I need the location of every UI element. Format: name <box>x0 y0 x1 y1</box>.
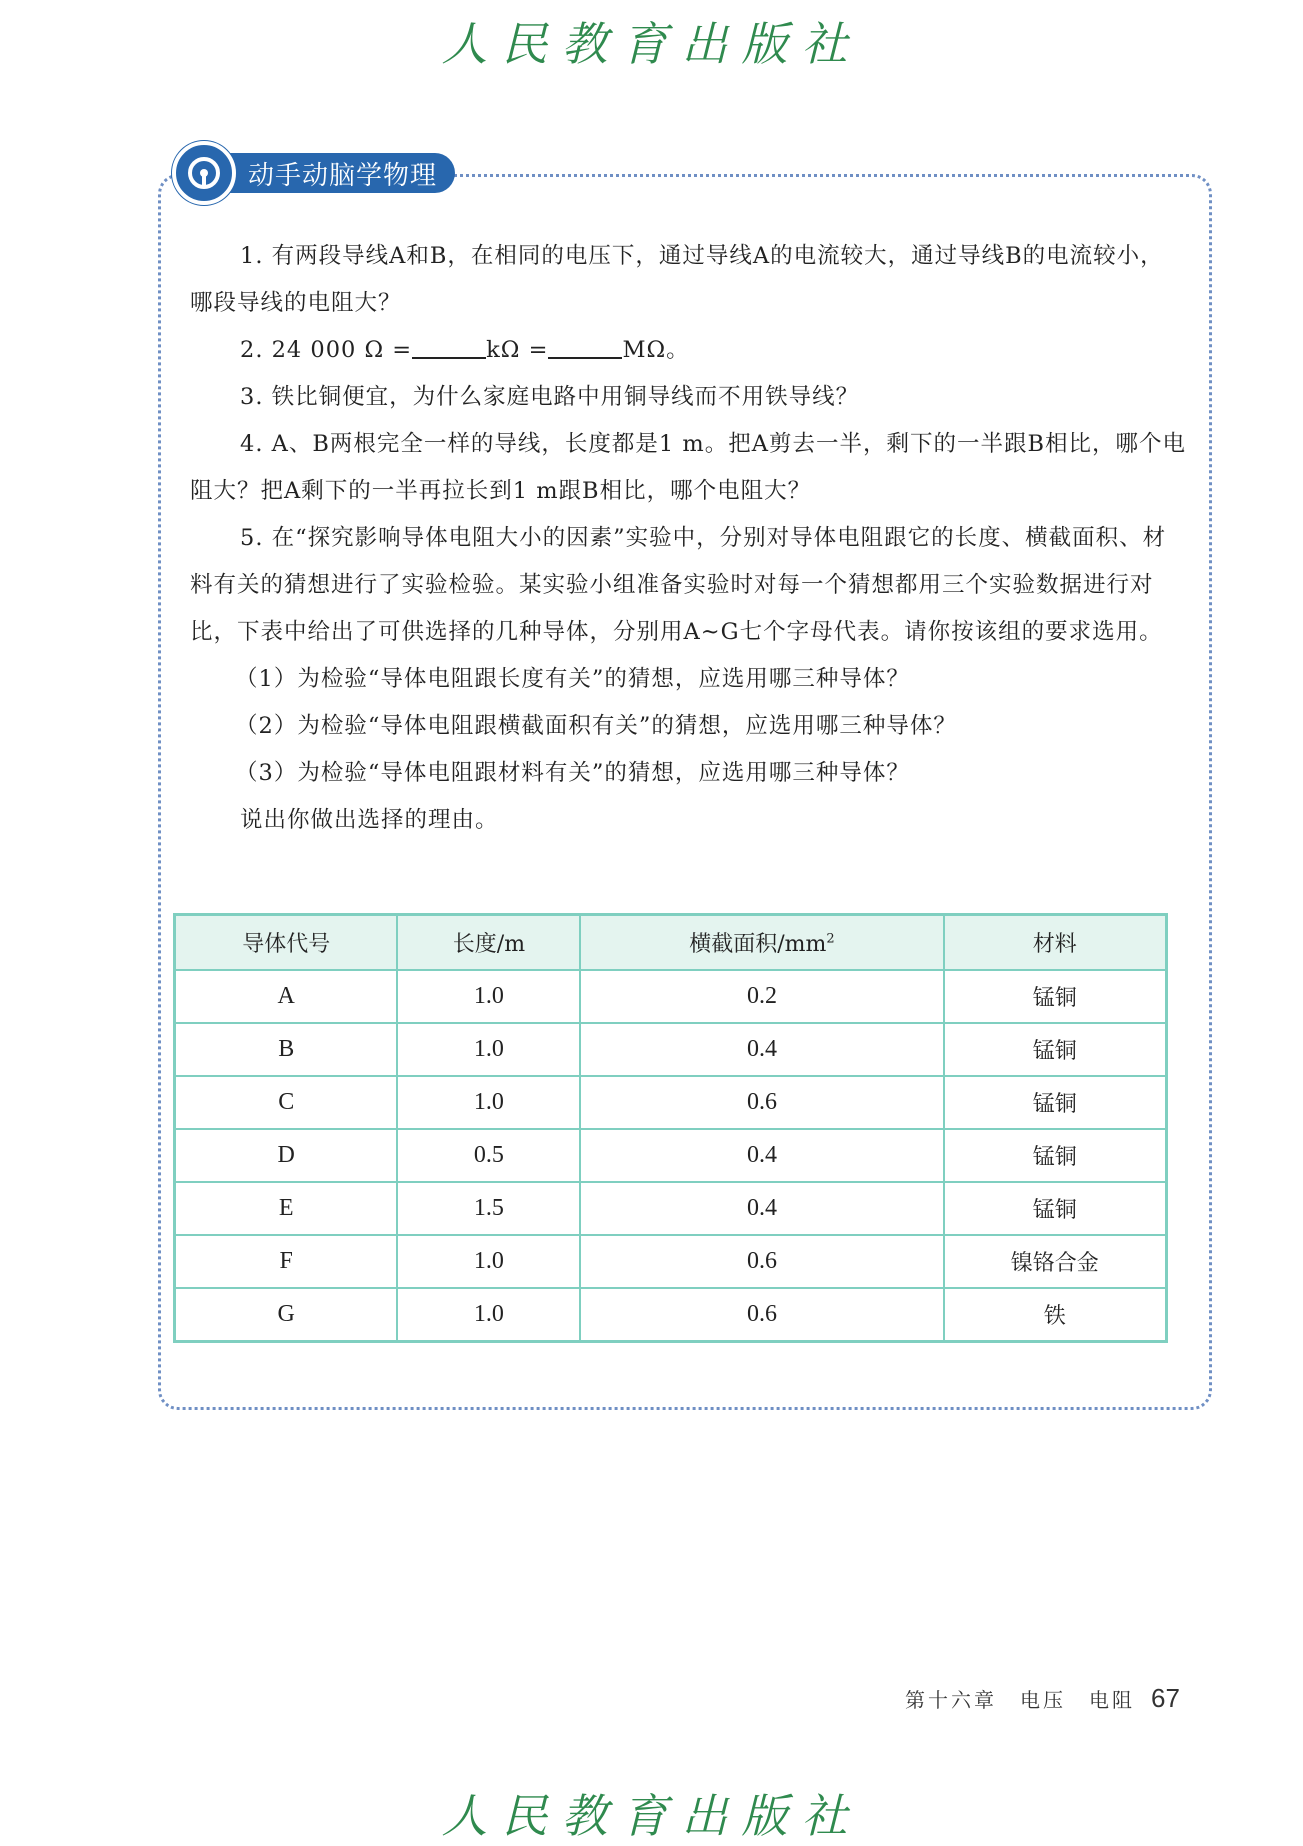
cell-material: 锰铜 <box>944 970 1167 1023</box>
cell-code: C <box>175 1076 398 1129</box>
cell-code: A <box>175 970 398 1023</box>
cell-code: B <box>175 1023 398 1076</box>
publisher-watermark-bottom: 人民教育出版社 <box>441 1789 862 1843</box>
cell-length: 1.0 <box>397 1076 580 1129</box>
table-row <box>175 1129 1167 1182</box>
cell-area: 0.4 <box>580 1023 943 1076</box>
cell-material: 锰铜 <box>944 1182 1167 1235</box>
question-2-mid: kΩ = <box>486 337 549 363</box>
table-row <box>175 1288 1167 1342</box>
question-5: 5. 在“探究影响导体电阻大小的因素”实验中，分别对导体电阻跟它的长度、横截面积、材料有关的猜想进行了实验检验。某实验小组准备实验时对每一个猜想都用三个实验数据进行对比，下表中给出了可供选择的几种导体，分别用A~G七个字母代表。请你按该组的要求选用。 <box>190 525 1167 645</box>
cell-area: 0.6 <box>580 1076 943 1129</box>
section-title: 动手动脑学物理 <box>218 153 455 193</box>
table-row <box>175 1182 1167 1235</box>
header-code: 导体代号 <box>175 915 398 971</box>
answer-blank-kohm[interactable] <box>412 331 486 359</box>
cell-length: 1.0 <box>397 1288 580 1342</box>
header-area <box>580 915 943 971</box>
answer-blank-mohm[interactable] <box>548 331 622 359</box>
question-list <box>190 233 1186 844</box>
cell-length: 0.5 <box>397 1129 580 1182</box>
cell-code: F <box>175 1235 398 1288</box>
cell-area: 0.6 <box>580 1288 943 1342</box>
pen-nib-icon <box>172 141 236 205</box>
question-5-part-1: （1）为检验“导体电阻跟长度有关”的猜想，应选用哪三种导体？ <box>235 666 910 692</box>
page-footer <box>905 1683 1180 1714</box>
cell-length: 1.0 <box>397 1235 580 1288</box>
cell-area: 0.4 <box>580 1182 943 1235</box>
cell-length: 1.0 <box>397 1023 580 1076</box>
question-1: 1. 有两段导线A和B，在相同的电压下，通过导线A的电流较大，通过导线B的电流较小，哪段导线的电阻大？ <box>190 243 1164 316</box>
page-number: 67 <box>1151 1683 1180 1713</box>
question-2 <box>190 327 1186 374</box>
header-material: 材料 <box>944 915 1167 971</box>
table-row <box>175 1023 1167 1076</box>
question-4: 4. A、B两根完全一样的导线，长度都是1 m。把A剪去一半，剩下的一半跟B相比，哪个电阻大？把A剩下的一半再拉长到1 m跟B相比，哪个电阻大？ <box>190 431 1186 504</box>
question-3: 3. 铁比铜便宜，为什么家庭电路中用铜导线而不用铁导线？ <box>240 384 860 410</box>
cell-length: 1.0 <box>397 970 580 1023</box>
cell-material: 锰铜 <box>944 1023 1167 1076</box>
cell-area: 0.6 <box>580 1235 943 1288</box>
cell-length: 1.5 <box>397 1182 580 1235</box>
question-5-part-3: （3）为检验“导体电阻跟材料有关”的猜想，应选用哪三种导体？ <box>235 760 910 786</box>
cell-material: 锰铜 <box>944 1076 1167 1129</box>
cell-area: 0.4 <box>580 1129 943 1182</box>
cell-code: D <box>175 1129 398 1182</box>
conductor-table <box>173 913 1168 1343</box>
header-area-label: 横截面积/mm <box>689 932 827 957</box>
question-5-reason: 说出你做出选择的理由。 <box>240 807 499 833</box>
question-2-suffix: MΩ。 <box>622 337 690 363</box>
table-row <box>175 970 1167 1023</box>
section-header <box>172 152 455 194</box>
cell-material: 锰铜 <box>944 1129 1167 1182</box>
table-row <box>175 1076 1167 1129</box>
table-row <box>175 1235 1167 1288</box>
cell-area: 0.2 <box>580 970 943 1023</box>
cell-material: 铁 <box>944 1288 1167 1342</box>
cell-code: E <box>175 1182 398 1235</box>
header-length: 长度/m <box>397 915 580 971</box>
question-2-prefix: 2. 24 000 Ω = <box>240 337 413 363</box>
cell-material: 镍铬合金 <box>944 1235 1167 1288</box>
cell-code: G <box>175 1288 398 1342</box>
header-area-sup: 2 <box>826 931 835 947</box>
chapter-title: 第十六章 电压 电阻 <box>905 1688 1135 1712</box>
table-header-row <box>175 915 1167 971</box>
publisher-watermark-top: 人民教育出版社 <box>441 17 862 71</box>
question-5-part-2: （2）为检验“导体电阻跟横截面积有关”的猜想，应选用哪三种导体？ <box>235 713 957 739</box>
